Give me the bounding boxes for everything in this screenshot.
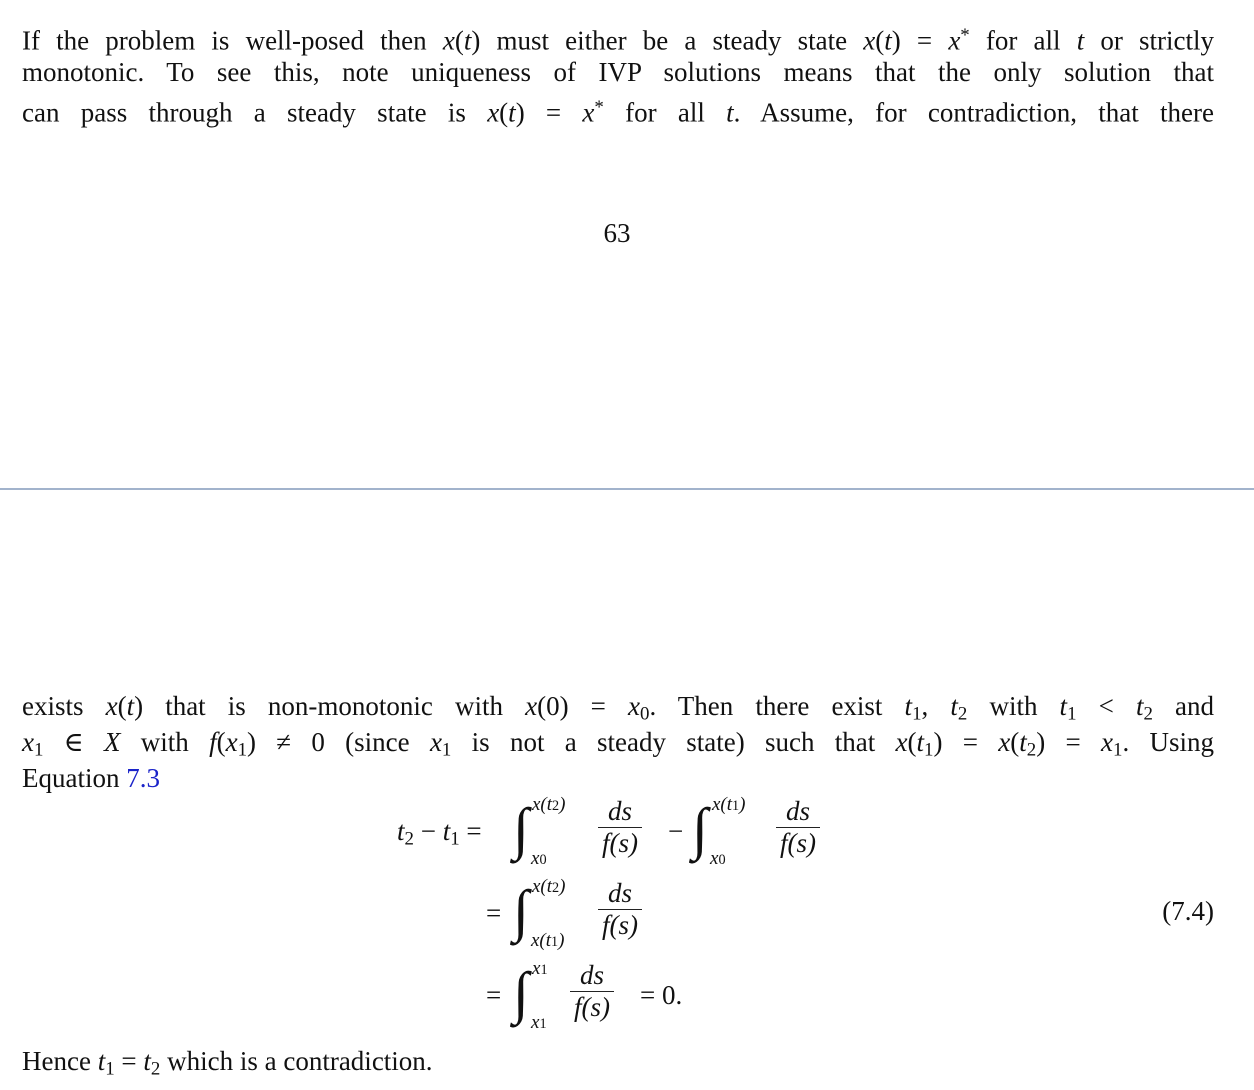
text-line-2: monotonic. To see this, note uniqueness of IVP solutions means that the only solution that bbox=[22, 57, 1214, 87]
fraction: $\frac{ds}{f(s)}$ bbox=[598, 796, 642, 859]
integral-sign: ∫ bbox=[513, 796, 529, 861]
page-divider bbox=[0, 488, 1254, 490]
fraction: $\frac{ds}{f(s)}$ bbox=[570, 960, 614, 1023]
text-line-4: exists x(t) that is non-monotonic with $x(0) = x_0$. Then there exist $t_1$, $t_2$ with $t_1 < t_2$ and bbox=[22, 691, 1215, 725]
equation-link[interactable]: 7.3 bbox=[126, 763, 160, 793]
conclusion-line: Hence $t_1 = t_2$ which is a contradiction. bbox=[22, 1046, 433, 1080]
text-line-3: can pass through a steady state is x(t) = x* for all t. Assume, for contradiction, that there bbox=[22, 97, 1215, 128]
fraction: $\frac{ds}{f(s)}$ bbox=[598, 878, 642, 941]
fraction: $\frac{ds}{f(s)}$ bbox=[776, 796, 820, 859]
text-line-6: Equation 7.3 bbox=[22, 763, 160, 793]
text-line-1: If the problem is well-posed then x(t) must either be a steady state x(t) = x* for all t or strictly bbox=[22, 25, 1214, 56]
equation-number: (7.4) bbox=[1162, 896, 1214, 926]
text-line-5: $x_1$ ∈ X with $f(x_1) \ne 0$ (since $x_1$ is not a steady state) such that $x(t_1) = x(t_2) = x_1$. Using bbox=[22, 727, 1214, 761]
integral-sign: ∫ bbox=[692, 796, 708, 861]
integral-sign: ∫ bbox=[513, 878, 529, 943]
page-number: 63 bbox=[603, 218, 631, 248]
integral-sign: ∫ bbox=[513, 960, 529, 1025]
equation-lhs: $t_2 - t_1$ = bbox=[397, 816, 482, 850]
